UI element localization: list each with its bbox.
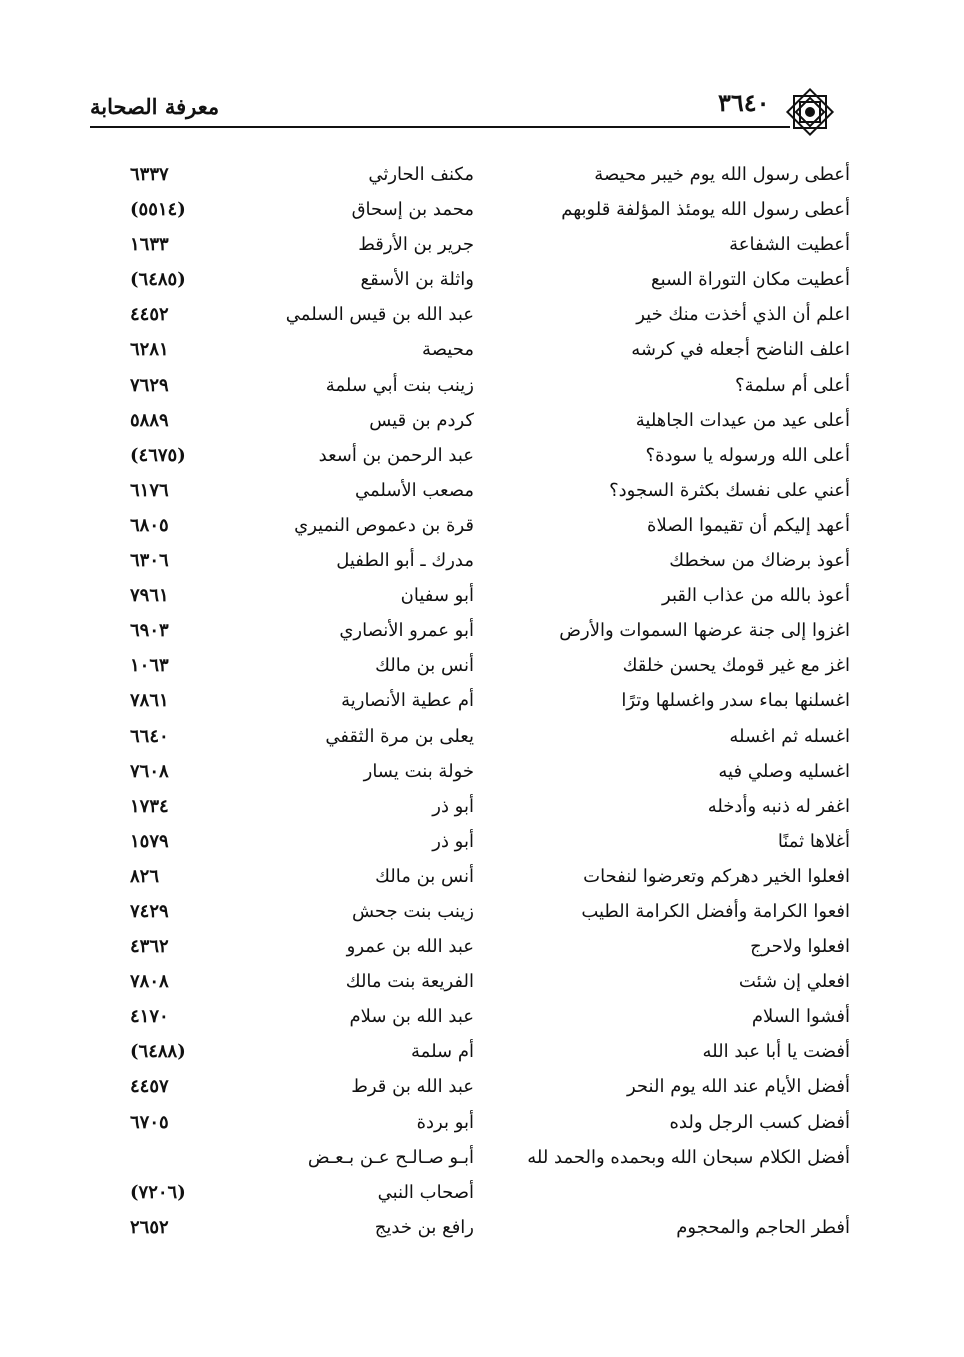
hadith-text: أفشوا السلام	[751, 1006, 850, 1028]
hadith-text: اغسليه وصلي فيه	[718, 760, 850, 782]
narrator-name: قرة بن دعموص النميري	[294, 514, 474, 536]
hadith-number: ٦٧٠٥	[130, 1111, 169, 1133]
index-entry	[90, 441, 860, 476]
narrator-name: أنس بن مالك	[375, 865, 474, 887]
narrator-name: أبو عمرو الأنصاري	[339, 620, 474, 642]
hadith-text: افعلي إن شئت	[738, 971, 850, 993]
hadith-number: ٦٨٠٥	[130, 514, 169, 536]
hadith-number: ٥٨٨٩	[130, 409, 169, 431]
narrator-name: مصعب الأسلمي	[354, 479, 474, 501]
narrator-name: أبـو صـالـح عـن بـعـض	[307, 1146, 474, 1168]
index-entry	[90, 1002, 860, 1037]
index-entry	[90, 1213, 860, 1248]
index-entry	[90, 300, 860, 335]
index-entry	[90, 1037, 860, 1072]
hadith-number: ١٧٣٤	[130, 795, 169, 817]
ornament-icon	[780, 82, 840, 142]
narrator-name: أم سلمة	[411, 1041, 474, 1063]
book-title: معرفة الصحابة	[90, 94, 220, 119]
narrator-name: أبو ذر	[432, 830, 474, 852]
hadith-text: أفطر الحاجم والمحجوم	[676, 1216, 850, 1238]
hadith-text: اغز مع غير قومك يحسن خلقك	[622, 655, 850, 677]
index-entry	[90, 862, 860, 897]
hadith-text: اغسله ثم اغسله	[729, 725, 850, 747]
index-entry	[90, 616, 860, 651]
hadith-text: أفضل الكلام سبحان الله وبحمده والحمد لله	[527, 1146, 850, 1168]
narrator-name: عبد الرحمن بن أسعد	[318, 444, 474, 466]
hadith-number: (٦٤٨٥)	[130, 269, 186, 291]
hadith-text: أعني على نفسك بكثرة السجود؟	[609, 479, 850, 501]
hadith-text: أعطيت الشفاعة	[729, 234, 850, 256]
hadith-number: ٧٨٠٨	[130, 971, 169, 993]
narrator-name: عبد الله بن سلام	[349, 1006, 474, 1028]
index-entry	[90, 757, 860, 792]
hadith-number: ١٥٧٩	[130, 830, 169, 852]
hadith-text: أعهد إليكم أن تقيموا الصلاة	[647, 514, 850, 536]
index-entry	[90, 932, 860, 967]
hadith-text: أفضل الأيام عند الله يوم النحر	[627, 1076, 850, 1098]
narrator-name: مكنف الحارثي	[368, 164, 474, 185]
hadith-text: أعوذ بالله من عذاب القبر	[662, 585, 850, 607]
hadith-number: ٧٩٦١	[130, 585, 169, 607]
hadith-text: اعلف الناضح أجعله في كرشه	[631, 339, 850, 361]
index-entry	[90, 335, 860, 370]
index-entry	[90, 406, 860, 441]
hadith-number: ٤١٧٠	[130, 1006, 169, 1028]
index-entry	[90, 195, 860, 230]
index-entry	[90, 511, 860, 546]
hadith-number: ٧٤٢٩	[130, 900, 169, 922]
narrator-name: زينب بنت أبي سلمة	[325, 374, 474, 396]
narrator-name: أبو بردة	[416, 1111, 474, 1133]
index-entry	[90, 581, 860, 616]
hadith-text: أعطيت مكان التوراة السبع	[651, 269, 850, 291]
hadith-number: ٦٢٨١	[130, 339, 169, 361]
hadith-text: افعوا الكرامة وأفضل الكرامة الطيب	[581, 900, 850, 922]
header-rule	[90, 126, 790, 128]
hadith-text: اعلم أن الذي أخذت منك خير	[636, 304, 850, 326]
narrator-name-continued: أصحاب النبي	[377, 1181, 474, 1203]
hadith-number: ٦١٧٦	[130, 479, 169, 501]
index-entry	[90, 1072, 860, 1107]
hadith-text: أغلاها ثمنًا	[777, 830, 850, 852]
hadith-number: (٤٦٧٥)	[130, 444, 186, 466]
narrator-name: أبو سفيان	[400, 585, 474, 607]
narrator-name: كردم بن قيس	[369, 409, 474, 431]
hadith-number: ٤٤٥٢	[130, 304, 169, 326]
hadith-number: ٧٦٢٩	[130, 374, 169, 396]
page-header	[90, 88, 850, 132]
hadith-number: ٦٣٣٧	[130, 164, 169, 185]
narrator-name: يعلى بن مرة الثقفي	[325, 725, 474, 747]
hadith-number: ٢٦٥٢	[130, 1216, 169, 1238]
narrator-name: أم عطية الأنصارية	[341, 690, 474, 712]
index-entry	[90, 1143, 860, 1213]
hadith-number: (٧٢٠٦)	[130, 1181, 186, 1203]
hadith-text: أعلى أم سلمة؟	[735, 374, 850, 396]
hadith-text: افعلوا الخير دهركم وتعرضوا لنفحات	[583, 865, 850, 887]
hadith-text: أعطى رسول الله يومئذ المؤلفة قلوبهم	[561, 199, 850, 221]
hadith-number: ٦٩٠٣	[130, 620, 169, 642]
hadith-text: أعلى الله ورسوله يا سودة؟	[645, 444, 850, 466]
index-entry	[90, 476, 860, 511]
index-entry	[90, 792, 860, 827]
index-entry	[90, 651, 860, 686]
hadith-text: أعوذ برضاك من سخطك	[669, 550, 850, 572]
hadith-number: ٤٣٦٢	[130, 936, 169, 958]
narrator-name: عبد الله بن عمرو	[346, 936, 474, 958]
hadith-number: ١٦٣٣	[130, 234, 169, 256]
narrator-name: محيصة	[422, 339, 474, 361]
page-number: ٣٦٤٠	[718, 88, 770, 117]
narrator-name: جرير بن الأرقط	[358, 234, 474, 256]
index-entry	[90, 967, 860, 1002]
narrator-name: رافع بن خديج	[374, 1216, 474, 1238]
hadith-text: اغفر له ذنبه وأدخله	[707, 795, 850, 817]
narrator-name: محمد بن إسحاق	[351, 199, 474, 221]
hadith-text: أفضت يا أبا عبد الله	[702, 1041, 850, 1063]
hadith-number: ٧٨٦١	[130, 690, 169, 712]
index-entry	[90, 827, 860, 862]
hadith-number: ٤٤٥٧	[130, 1076, 169, 1098]
narrator-name: مدرك ـ أبو الطفيل	[336, 550, 474, 572]
hadith-index-list	[90, 160, 860, 1248]
index-entry	[90, 686, 860, 721]
hadith-text: أعلى عيد من عيدات الجاهلية	[635, 409, 850, 431]
hadith-text: اغزوا إلى جنة عرضها السموات والأرض	[559, 620, 850, 642]
index-entry	[90, 897, 860, 932]
index-entry	[90, 265, 860, 300]
narrator-name: أنس بن مالك	[375, 655, 474, 677]
index-entry	[90, 160, 860, 195]
hadith-number: ٦٦٤٠	[130, 725, 169, 747]
index-entry	[90, 1108, 860, 1143]
narrator-name: عبد الله بن قيس السلمي	[285, 304, 474, 326]
narrator-name: الفريعة بنت مالك	[345, 971, 474, 993]
narrator-name: واثلة بن الأسقع	[360, 269, 474, 291]
hadith-text: أفضل كسب الرجل ولده	[669, 1111, 850, 1133]
narrator-name: زينب بنت جحش	[351, 900, 474, 922]
narrator-name: أبو ذر	[432, 795, 474, 817]
hadith-number: (٥٥١٤)	[130, 199, 186, 221]
index-entry	[90, 230, 860, 265]
narrator-name: عبد الله بن قرط	[351, 1076, 474, 1098]
hadith-text: افعلوا ولاحرج	[750, 936, 850, 958]
hadith-number: ٧٦٠٨	[130, 760, 169, 782]
hadith-number: ٦٣٠٦	[130, 550, 169, 572]
hadith-number: (٦٤٨٨)	[130, 1041, 186, 1063]
hadith-number: ٨٢٦	[130, 865, 160, 887]
hadith-text: أعطى رسول الله يوم خيبر محيصة	[594, 164, 850, 185]
hadith-number: ١٠٦٣	[130, 655, 169, 677]
index-entry	[90, 371, 860, 406]
narrator-name: خولة بنت يسار	[363, 760, 474, 782]
index-entry	[90, 546, 860, 581]
hadith-text: اغسلنها بماء سدر واغسلها وترًا	[621, 690, 850, 712]
index-entry	[90, 722, 860, 757]
